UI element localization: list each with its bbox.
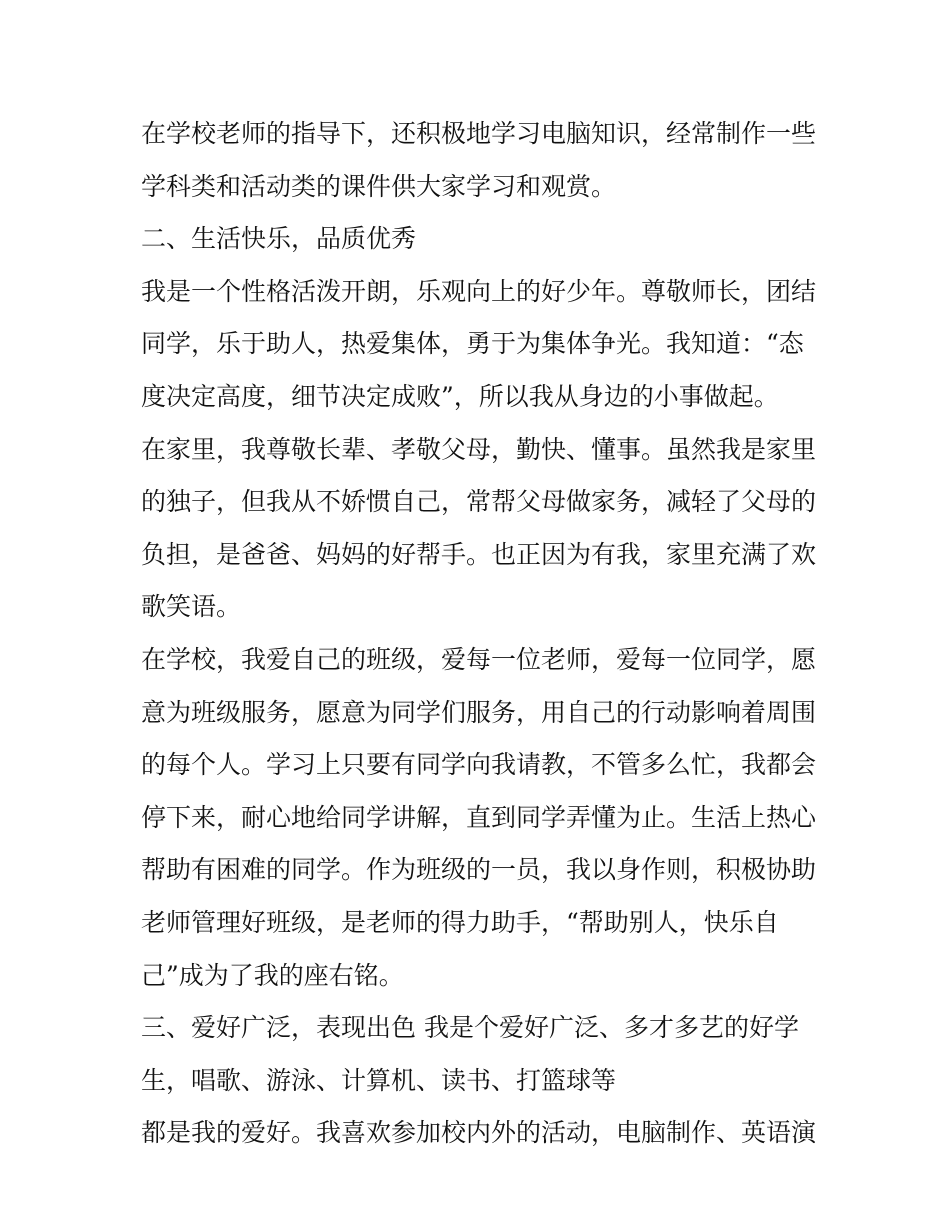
text-line: 生，唱歌、游泳、计算机、读书、打篮球等 bbox=[141, 1065, 617, 1095]
text-line: 意为班级服务，愿意为同学们服务，用自己的行动影响着周围 bbox=[141, 697, 817, 727]
text-line: 停下来，耐心地给同学讲解，直到同学弄懂为止。生活上热心 bbox=[141, 802, 817, 832]
text-line: 己”成为了我的座右铭。 bbox=[141, 960, 404, 990]
text-line: 学科类和活动类的课件供大家学习和观赏。 bbox=[141, 171, 617, 201]
section-heading: 三、爱好广泛，表现出色 我是个爱好广泛、多才多艺的好学 bbox=[141, 1013, 799, 1043]
section-heading: 二、生活快乐，品质优秀 bbox=[141, 224, 417, 254]
text-line: 我是一个性格活泼开朗，乐观向上的好少年。尊敬师长，团结 bbox=[141, 276, 817, 306]
text-line: 的独子，但我从不娇惯自己，常帮父母做家务，减轻了父母的 bbox=[141, 487, 817, 517]
text-line: 歌笑语。 bbox=[141, 592, 242, 622]
text-line: 老师管理好班级，是老师的得力助手，“帮助别人，快乐自 bbox=[141, 907, 779, 937]
text-line: 在家里，我尊敬长辈、孝敬父母，勤快、懂事。虽然我是家里 bbox=[141, 434, 817, 464]
text-line: 的每个人。学习上只要有同学向我请教，不管多么忙，我都会 bbox=[141, 750, 817, 780]
text-line: 度决定高度，细节决定成败”，所以我从身边的小事做起。 bbox=[141, 381, 779, 411]
text-line: 在学校老师的指导下，还积极地学习电脑知识，经常制作一些 bbox=[141, 119, 817, 148]
text-line: 在学校，我爱自己的班级，爱每一位老师，爱每一位同学，愿 bbox=[141, 644, 817, 674]
body-text bbox=[141, 108, 821, 1160]
text-line: 同学，乐于助人，热爱集体，勇于为集体争光。我知道：“态 bbox=[141, 329, 804, 359]
text-line: 帮助有困难的同学。作为班级的一员，我以身作则，积极协助 bbox=[141, 855, 817, 885]
text-line: 负担，是爸爸、妈妈的好帮手。也正因为有我，家里充满了欢 bbox=[141, 539, 817, 569]
text-line: 都是我的爱好。我喜欢参加校内外的活动，电脑制作、英语演 bbox=[141, 1118, 817, 1148]
